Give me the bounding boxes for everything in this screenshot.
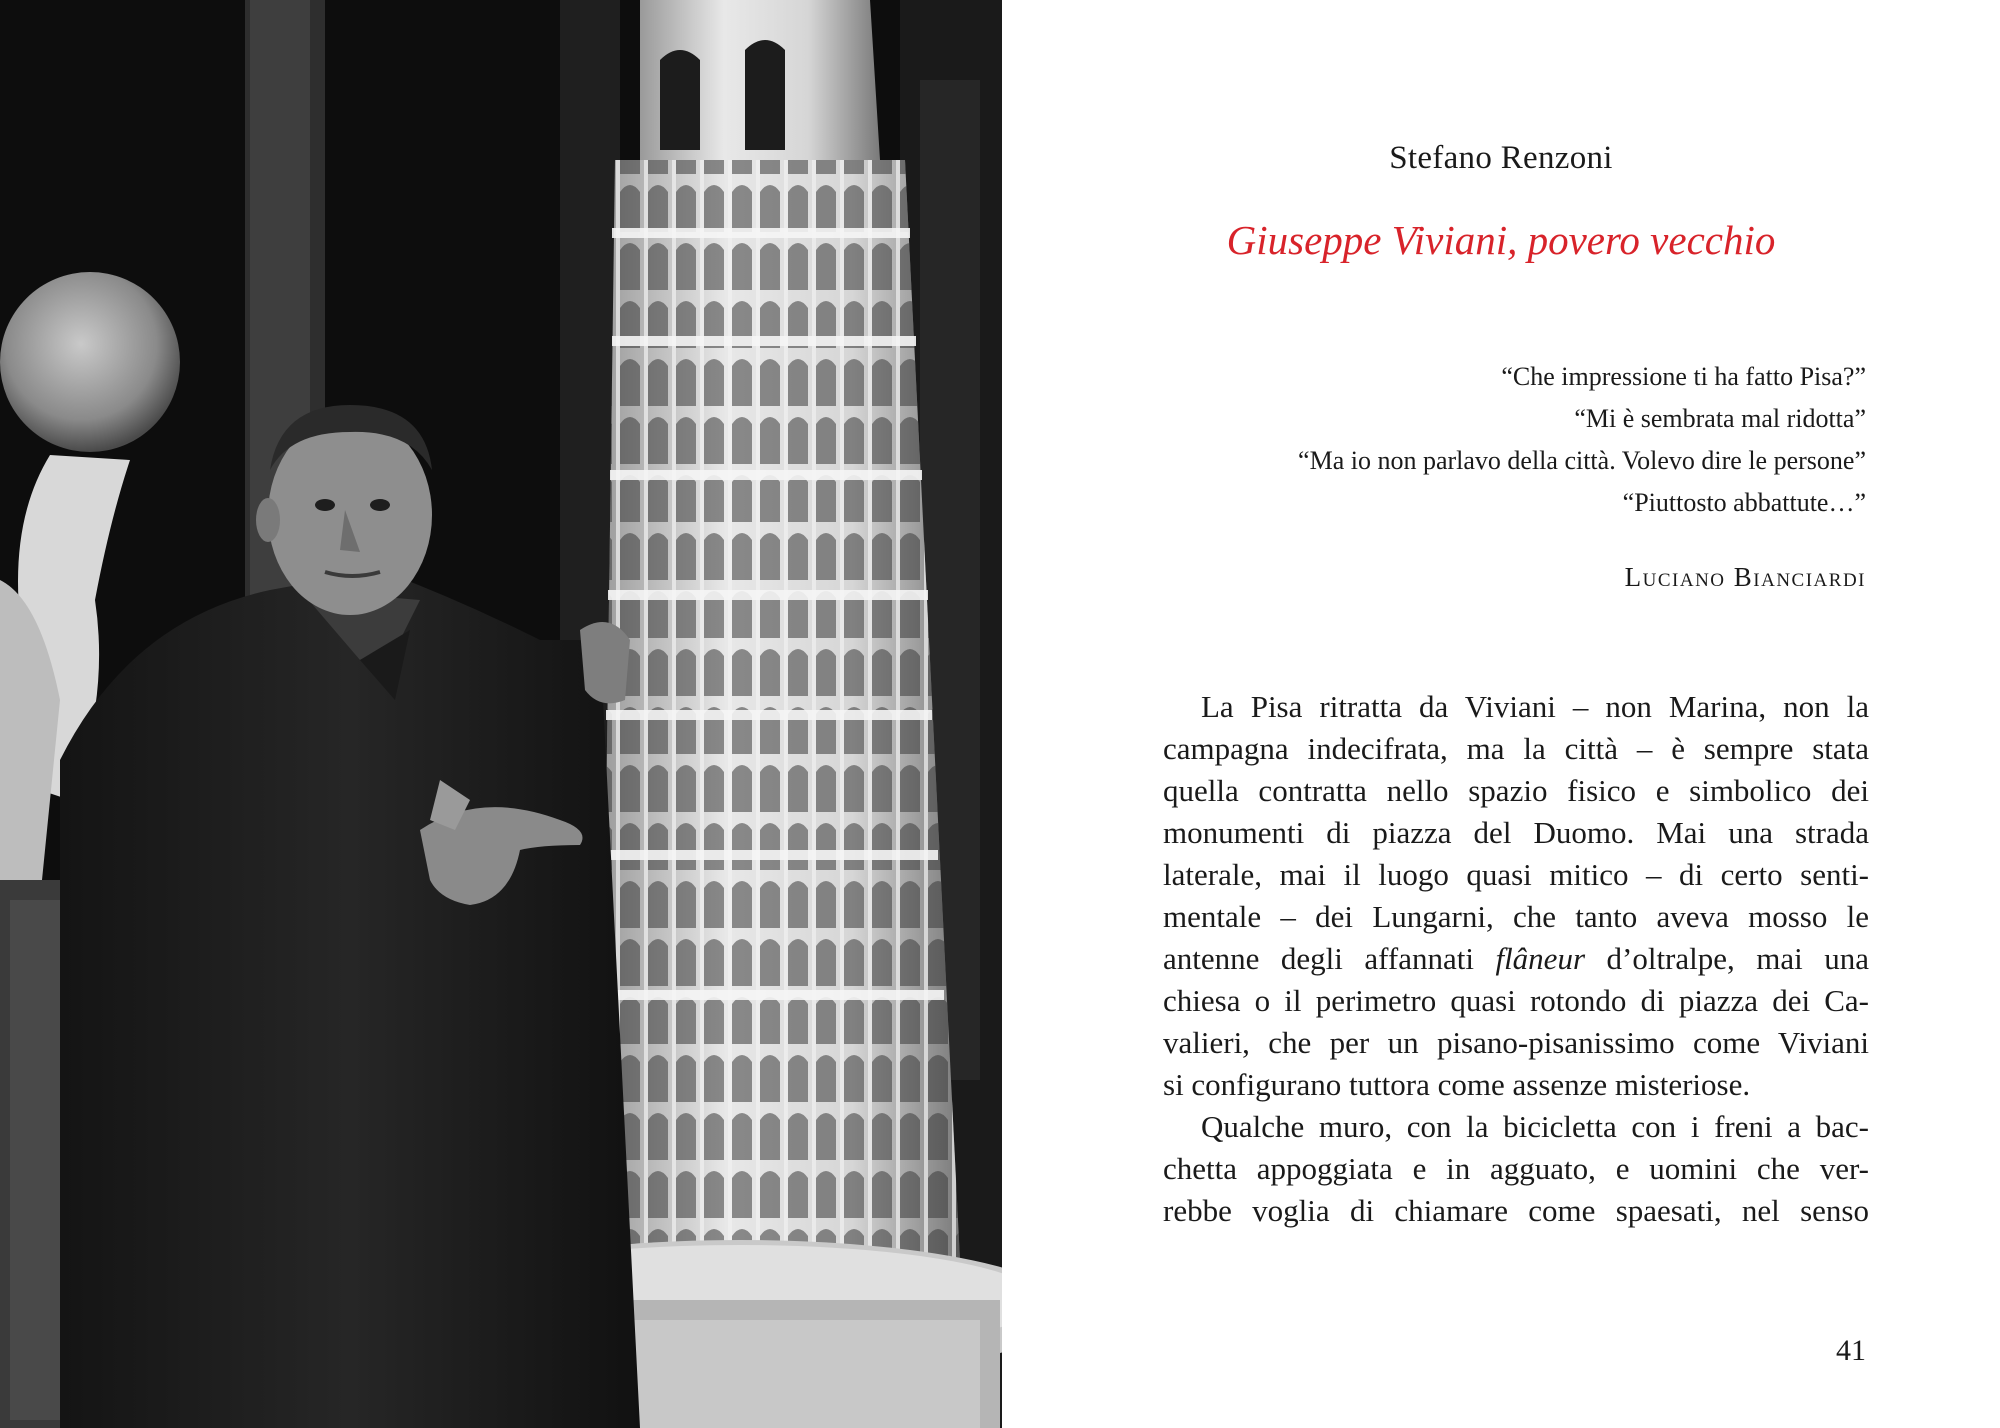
text-line: monumenti di piazza del Duomo. Mai una strada <box>1163 815 1869 850</box>
text-line: quella contratta nello spazio fisico e simbolico dei <box>1163 773 1869 808</box>
epigraph-line: “Ma io non parlavo della città. Volevo dire le persone” <box>1298 446 1866 475</box>
text-line: mentale – dei Lungarni, che tanto aveva mosso le <box>1163 899 1869 934</box>
text-line: La Pisa ritratta da Viviani – non Marina, non la <box>1201 689 1869 724</box>
text-line: chetta appoggiata e in agguato, e uomini che ver- <box>1163 1151 1869 1186</box>
text-segment: d’oltralpe, mai una <box>1585 941 1869 976</box>
text-line: rebbe voglia di chiamare come spaesati, nel senso <box>1163 1193 1869 1228</box>
epigraph-line: “Che impressione ti ha fatto Pisa?” <box>1501 362 1866 391</box>
epigraph-line: “Mi è sembrata mal ridotta” <box>1574 404 1866 433</box>
page-number: 41 <box>1836 1334 1866 1367</box>
epigraph-attribution: Luciano Bianciardi <box>1624 562 1866 592</box>
text-line: chiesa o il perimetro quasi rotondo di piazza dei Ca- <box>1163 983 1869 1018</box>
paragraph-2 <box>1163 1106 1869 1232</box>
paragraph-1 <box>1163 686 1869 1106</box>
chapter-title: Giuseppe Viviani, povero vecchio <box>1226 217 1776 263</box>
text-line: laterale, mai il luogo quasi mitico – di certo senti- <box>1163 857 1869 892</box>
epigraph <box>1166 356 1866 524</box>
text-line: Qualche muro, con la bicicletta con i freni a bac- <box>1201 1109 1869 1144</box>
text-segment: antenne degli affannati <box>1163 941 1496 976</box>
text-line: valieri, che per un pisano-pisanissimo come Viviani <box>1163 1025 1869 1060</box>
text-line: si configurano tuttora come assenze misteriose. <box>1163 1067 1751 1102</box>
text-page <box>1002 0 2000 1428</box>
chapter-author: Stefano Renzoni <box>1389 140 1613 176</box>
italic-word: flâneur <box>1495 941 1586 976</box>
body-text <box>1163 686 1869 1232</box>
epigraph-line: “Piuttosto abbattute…” <box>1622 488 1866 517</box>
text-line: campagna indecifrata, ma la città – è sempre stata <box>1163 731 1869 766</box>
text-line <box>1163 938 1869 980</box>
